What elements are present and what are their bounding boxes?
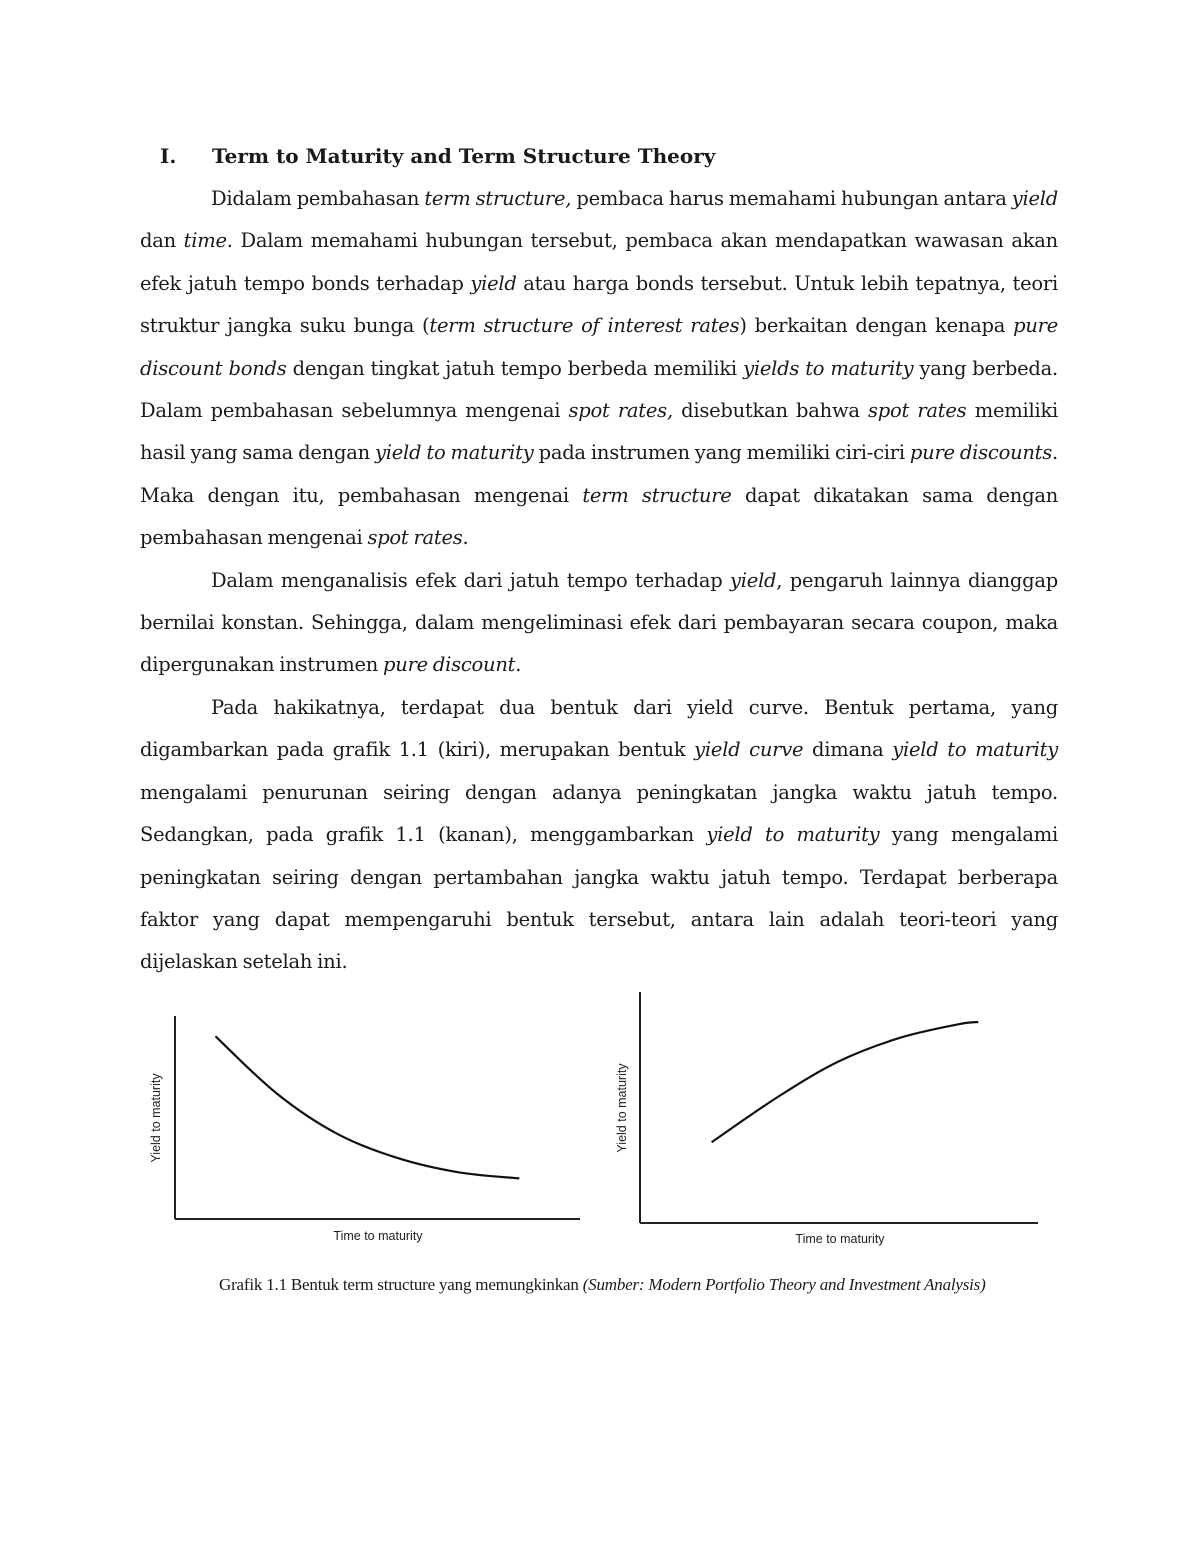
italic-term: yields to maturity	[743, 356, 914, 380]
italic-term: pure discounts	[909, 441, 1053, 465]
italic-term: yield	[1011, 187, 1058, 210]
text-run: ) berkaitan dengan kenapa	[739, 314, 1014, 338]
text-run: pembaca harus memahami hubungan antara	[571, 187, 1012, 210]
italic-term: pure discount bonds	[140, 314, 1058, 380]
chart-right-y-label: Yield to maturity	[615, 1063, 629, 1153]
text-run: mengalami penurunan seiring dengan adanya peningkatan jangka waktu jatuh tempo. Sedangkan, pada grafik 1.1 (kanan), menggambarkan	[140, 780, 1058, 847]
text-run: dan	[140, 229, 184, 253]
section-title: Term to Maturity and Term Structure Theory	[212, 144, 716, 168]
chart-left-x-label: Time to maturity	[333, 1229, 423, 1243]
text-run: .	[462, 526, 469, 550]
text-run: memiliki hasil yang sama dengan	[140, 399, 1058, 465]
italic-term: yield curve	[694, 738, 804, 762]
text-run: dimana	[803, 738, 893, 762]
text-run: Pada hakikatnya, terdapat dua bentuk dari yield curve. Bentuk pertama, yang digambarkan pada grafik 1.1 (kiri), merupakan bentuk	[140, 695, 1058, 762]
text-run: . Maka dengan itu, pembahasan mengenai	[140, 441, 1058, 507]
text-run: .	[515, 653, 522, 677]
text-run: dengan tingkat jatuh tempo berbeda memiliki	[286, 356, 744, 380]
text-run: Dalam menganalisis efek dari jatuh tempo terhadap	[211, 568, 731, 592]
text-run: pada instrumen yang memiliki ciri-ciri	[533, 441, 910, 465]
italic-term: yield to maturity	[375, 441, 534, 465]
italic-term: yield	[470, 271, 517, 295]
italic-term: yield	[730, 568, 777, 592]
italic-term: spot rates	[367, 526, 463, 550]
text-run: yang berbeda. Dalam pembahasan sebelumnya mengenai	[140, 356, 1058, 423]
text-run: Dalam memahami hubungan tersebut, pembaca akan mendapatkan wawasan akan efek jatuh tempo bonds terhadap	[140, 229, 1058, 295]
italic-term: pure discount	[383, 653, 516, 677]
text-run: , pengaruh lainnya dianggap bernilai konstan. Sehingga, dalam mengeliminasi efek dari pembayaran secara coupon, maka dipergunakan instrumen	[140, 568, 1058, 677]
chart-left	[149, 1016, 580, 1243]
caption-text: Grafik 1.1 Bentuk term structure yang memungkinkan	[219, 1275, 583, 1294]
text-run: dapat dikatakan sama dengan pembahasan mengenai	[140, 483, 1058, 550]
text-run: disebutkan bahwa	[672, 399, 869, 423]
italic-term: spot rates,	[568, 399, 673, 423]
italic-term: term structure of interest rates	[429, 314, 740, 338]
italic-term: yield to maturity	[706, 823, 880, 847]
italic-term: yield to maturity	[892, 738, 1058, 762]
chart-left-y-label: Yield to maturity	[149, 1073, 163, 1163]
caption-source: (Sumber: Modern Portfolio Theory and Investment Analysis)	[582, 1275, 986, 1294]
text-run: atau harga bonds tersebut. Untuk lebih tepatnya, teori struktur jangka suku bunga (	[140, 271, 1058, 338]
italic-term: term structure	[582, 483, 732, 507]
figure-caption	[219, 1267, 1019, 1303]
text-run: yang mengalami peningkatan seiring dengan pertambahan jangka waktu jatuh tempo. Terdapat berberapa faktor yang dapat mempengaruhi bentuk tersebut, antara lain adalah teori-teori yang dijelaskan setelah ini.	[140, 823, 1058, 974]
italic-term: term structure,	[424, 187, 572, 210]
chart-right-curve	[712, 1022, 979, 1142]
chart-right-x-label: Time to maturity	[795, 1232, 885, 1246]
chart-right	[615, 992, 1038, 1246]
italic-term: time.	[183, 229, 233, 253]
text-run: Didalam pembahasan	[211, 187, 425, 210]
section-number: I.	[160, 144, 177, 168]
italic-term: spot rates	[868, 399, 967, 423]
chart-left-curve	[216, 1036, 520, 1178]
